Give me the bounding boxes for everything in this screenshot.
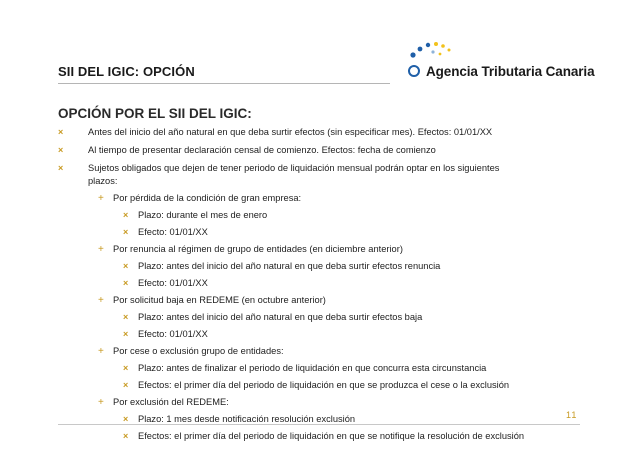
- list-item-text: Por exclusión del REDEME:: [113, 397, 229, 407]
- list-item-text: Efectos: el primer día del periodo de liquidación en que se notifique la resolución de exclusión: [138, 431, 525, 441]
- page-number: 11: [566, 410, 578, 420]
- logo-dot: [439, 53, 442, 56]
- cross-bullet-icon: ×: [58, 127, 64, 137]
- cross-bullet-icon: ×: [123, 414, 129, 424]
- logo-dot: [434, 42, 438, 46]
- logo-dot: [426, 43, 430, 47]
- list-item-text: Por solicitud baja en REDEME (en octubre anterior): [113, 295, 326, 305]
- list-item: [58, 126, 558, 139]
- cross-bullet-icon: ×: [58, 162, 64, 173]
- logo-ring: [409, 66, 419, 76]
- logo-dot: [418, 47, 423, 52]
- list-item-text: Por pérdida de la condición de gran empresa:: [113, 193, 302, 203]
- plus-bullet-icon: +: [98, 346, 104, 357]
- list-item: [58, 362, 558, 375]
- list-item-text: Por renuncia al régimen de grupo de entidades (en diciembre anterior): [113, 244, 403, 254]
- list-item-text: Plazo: antes del inicio del año natural en que deba surtir efectos baja: [138, 312, 423, 322]
- cross-bullet-icon: ×: [123, 329, 129, 339]
- cross-bullet-icon: ×: [123, 278, 129, 288]
- content-list: [58, 126, 558, 447]
- list-item: [58, 162, 558, 189]
- cross-bullet-icon: ×: [123, 312, 129, 322]
- list-item: [58, 209, 558, 222]
- logo-dot: [410, 52, 415, 57]
- footer-divider: [58, 424, 580, 425]
- list-item-text: Efecto: 01/01/XX: [138, 227, 208, 237]
- plus-bullet-icon: +: [98, 244, 104, 255]
- agency-logo: [402, 40, 602, 90]
- logo-dot: [441, 44, 445, 48]
- list-item: [58, 345, 558, 358]
- list-item-text: Al tiempo de presentar declaración censal de comienzo. Efectos: fecha de comienzo: [88, 144, 436, 155]
- section-heading: OPCIÓN POR EL SII DEL IGIC:: [58, 106, 252, 121]
- plus-bullet-icon: +: [98, 295, 104, 306]
- cross-bullet-icon: ×: [123, 210, 129, 220]
- plus-bullet-icon: +: [98, 193, 104, 204]
- slide-title: SII DEL IGIC: OPCIÓN: [58, 64, 195, 79]
- list-item-text: Plazo: durante el mes de enero: [138, 210, 268, 220]
- list-item-text: Plazo: antes del inicio del año natural en que deba surtir efectos renuncia: [138, 261, 441, 271]
- cross-bullet-icon: ×: [123, 227, 129, 237]
- list-item: [58, 430, 558, 443]
- list-item-text: Efectos: el primer día del periodo de liquidación en que se produzca el cese o la exclusión: [138, 380, 510, 390]
- cross-bullet-icon: ×: [123, 363, 129, 373]
- list-item: [58, 396, 558, 409]
- list-item: [58, 192, 558, 205]
- plus-bullet-icon: +: [98, 397, 104, 408]
- list-item: [58, 260, 558, 273]
- list-item-text: Sujetos obligados que dejen de tener periodo de liquidación mensual podrán optar en los siguientes: [88, 162, 500, 173]
- list-item-text: Antes del inicio del año natural en que deba surtir efectos (sin especificar mes). Efectos: 01/01/XX: [88, 127, 493, 137]
- cross-bullet-icon: ×: [123, 431, 129, 441]
- logo-wordmark: [426, 64, 594, 79]
- logo-dot: [431, 50, 434, 53]
- logo-word-tributaria: Tributaria: [481, 64, 542, 79]
- list-item-text: plazos:: [88, 176, 118, 186]
- title-divider: [58, 83, 390, 84]
- list-item: [58, 144, 558, 157]
- list-item: [58, 294, 558, 307]
- list-item-text: Plazo: antes de finalizar el periodo de liquidación en que concurra esta circunstancia: [138, 363, 487, 373]
- list-item: [58, 226, 558, 239]
- logo-dot: [448, 49, 451, 52]
- cross-bullet-icon: ×: [123, 261, 129, 271]
- list-item-text: Efecto: 01/01/XX: [138, 278, 208, 288]
- list-item-text: Efecto: 01/01/XX: [138, 329, 208, 339]
- cross-bullet-icon: ×: [123, 380, 129, 390]
- list-item-text: Plazo: 1 mes desde notificación resolución exclusión: [138, 414, 356, 424]
- list-item: [58, 277, 558, 290]
- list-item-text: Por cese o exclusión grupo de entidades:: [113, 346, 284, 356]
- list-item: [58, 379, 558, 392]
- list-item: [58, 311, 558, 324]
- list-item: [58, 328, 558, 341]
- logo-word-canaria: Canaria: [545, 64, 595, 79]
- list-item: [58, 243, 558, 256]
- logo-word-agencia: Agencia: [426, 64, 478, 79]
- cross-bullet-icon: ×: [58, 144, 64, 155]
